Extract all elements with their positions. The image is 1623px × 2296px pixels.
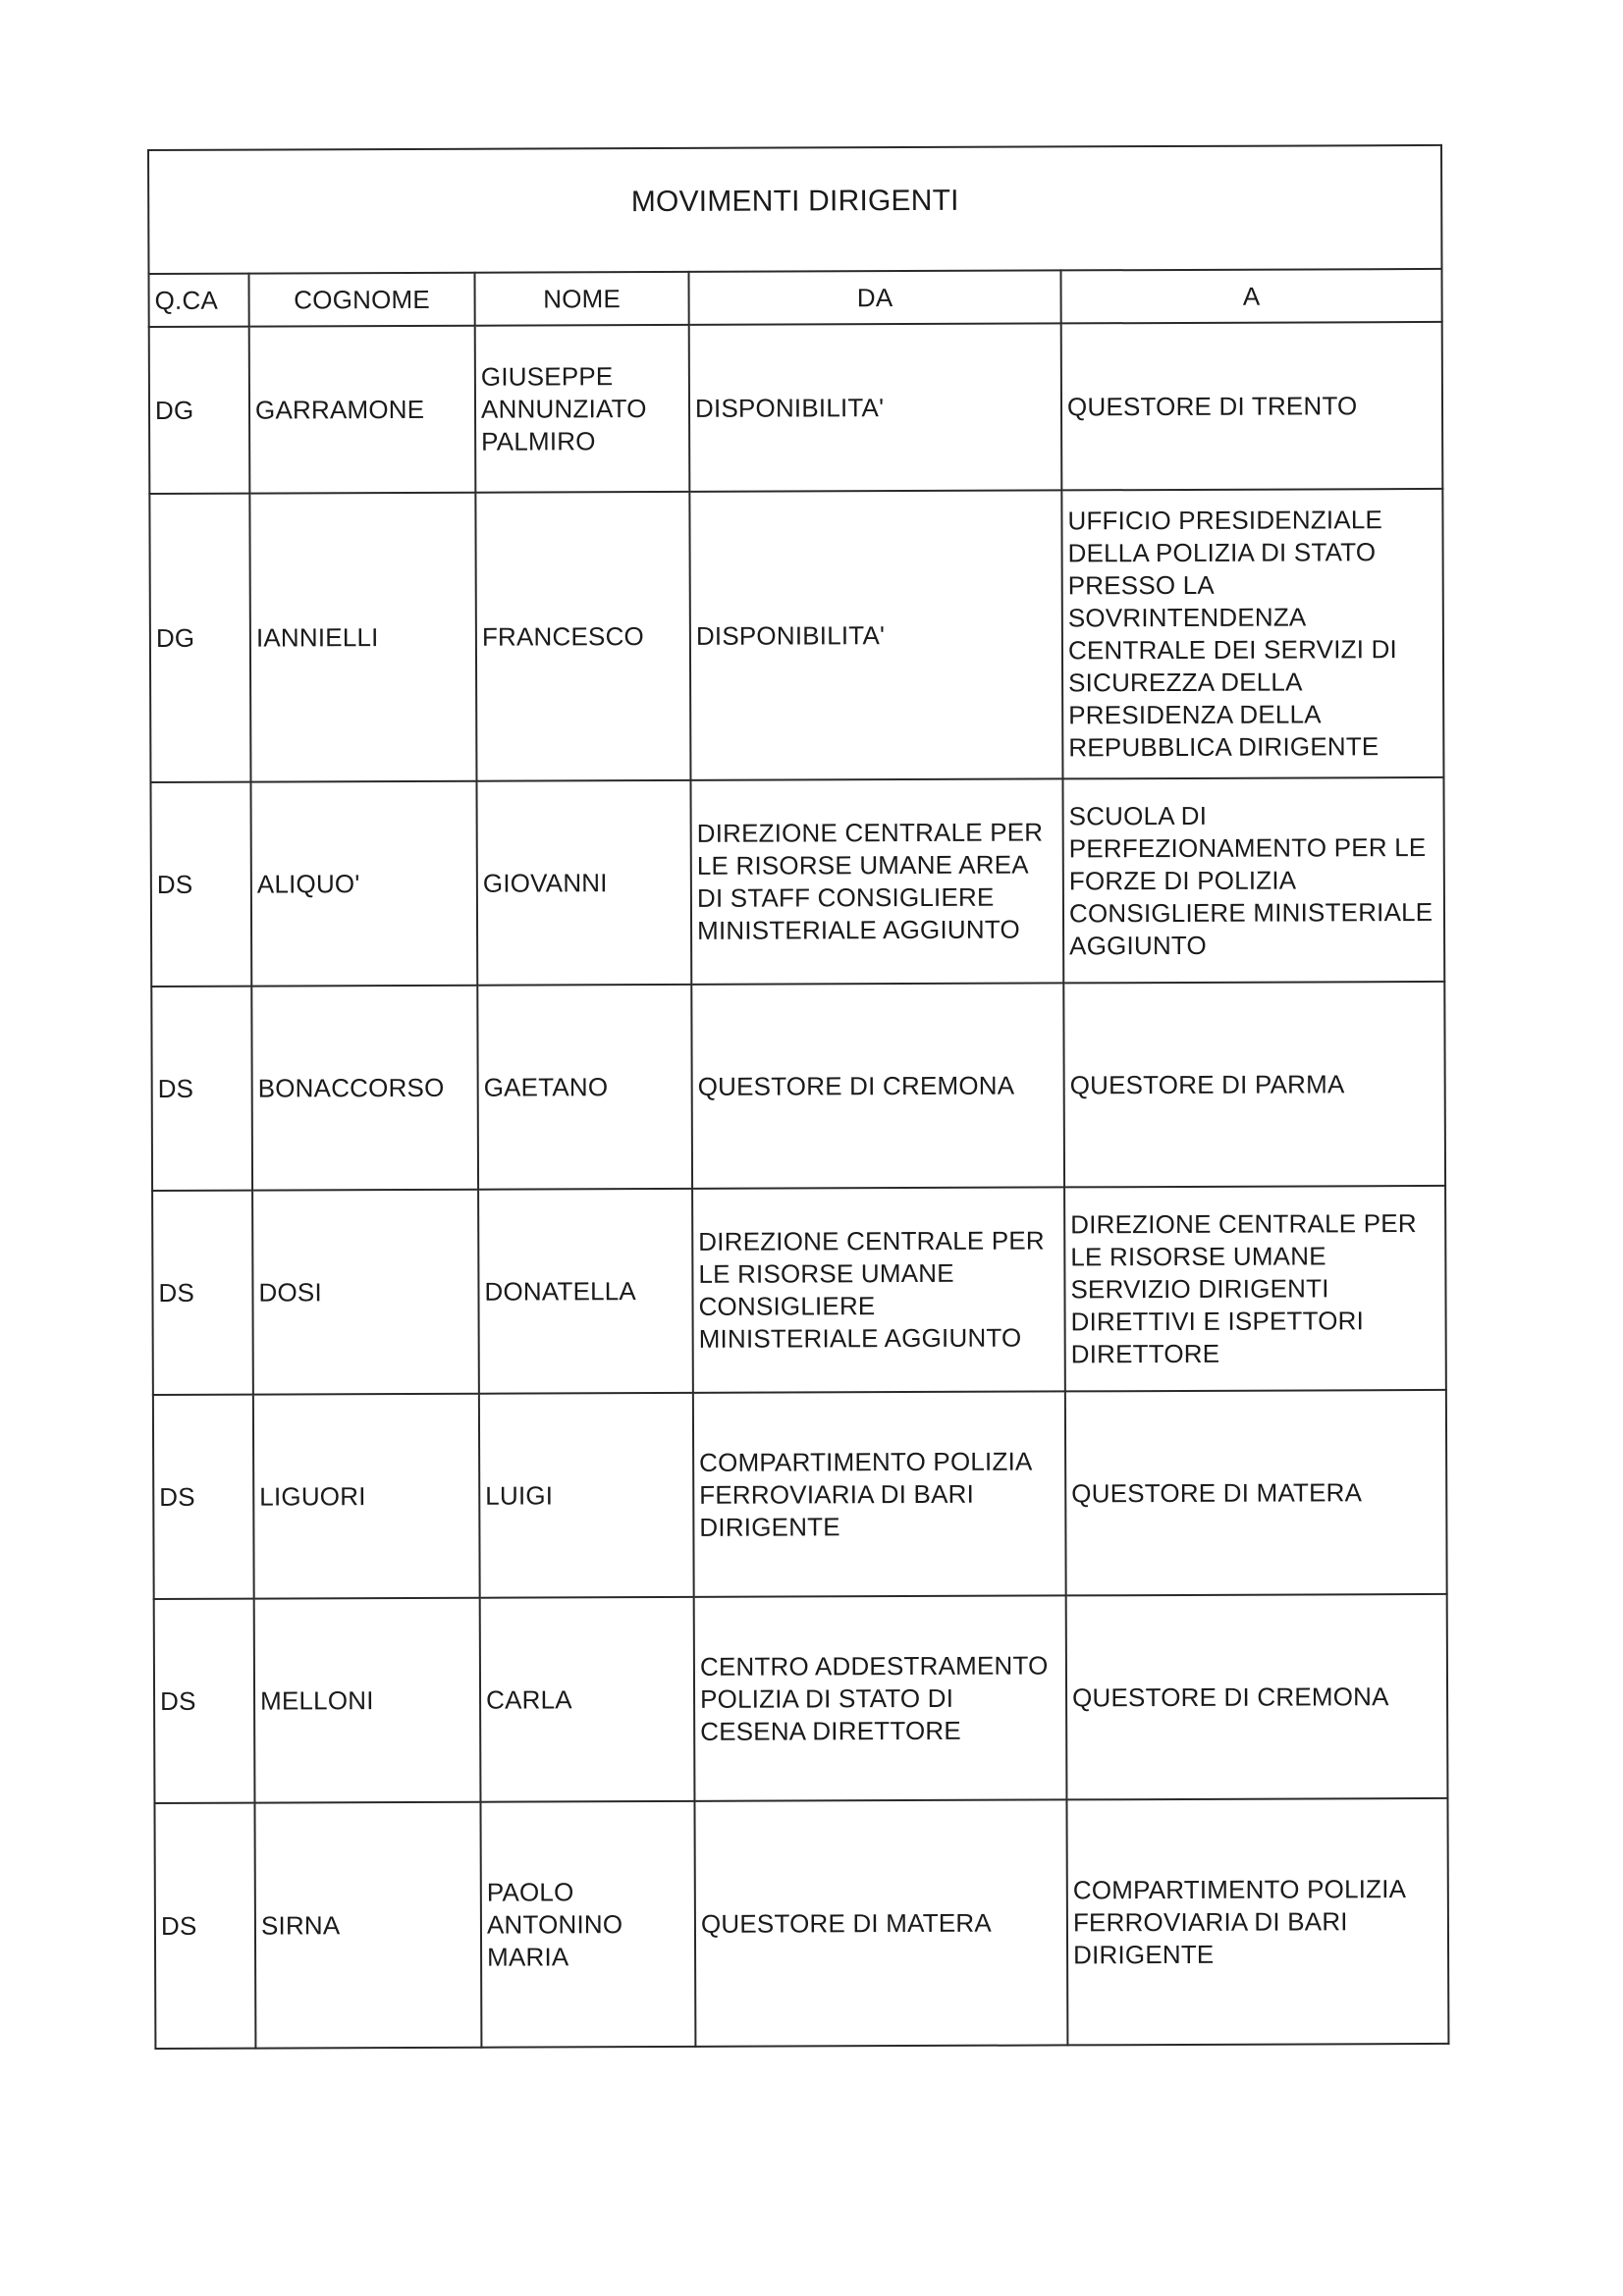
table-row <box>154 1594 1448 1803</box>
cell-cognome: LIGUORI <box>253 1394 480 1599</box>
header-qca: Q.CA <box>148 274 248 327</box>
title-row <box>148 145 1442 274</box>
cell-cognome: BONACCORSO <box>251 986 478 1191</box>
table-row <box>153 1390 1447 1599</box>
cell-nome: CARLA <box>480 1597 695 1802</box>
cell-nome: FRANCESCO <box>475 492 690 781</box>
cell-nome: LUIGI <box>479 1393 694 1598</box>
cell-cognome: IANNIELLI <box>249 493 476 782</box>
cell-da: DISPONIBILITA' <box>689 490 1062 779</box>
cell-qca: DS <box>151 987 252 1191</box>
cell-a: QUESTORE DI MATERA <box>1065 1390 1447 1595</box>
cell-a: QUESTORE DI CREMONA <box>1066 1594 1448 1799</box>
cell-da: QUESTORE DI MATERA <box>694 1799 1067 2046</box>
cell-a: QUESTORE DI PARMA <box>1063 982 1445 1187</box>
header-nome: NOME <box>474 272 688 326</box>
cell-cognome: MELLONI <box>254 1598 481 1803</box>
table-row <box>152 1186 1446 1395</box>
cell-nome: DONATELLA <box>478 1189 693 1394</box>
cell-qca: DG <box>149 327 250 494</box>
table-row <box>154 1798 1448 2049</box>
cell-da: DIREZIONE CENTRALE PER LE RISORSE UMANE AREA DI STAFF CONSIGLIERE MINISTERIALE AGGIUNTO <box>690 778 1063 984</box>
cell-a: DIREZIONE CENTRALE PER LE RISORSE UMANE SERVIZIO DIRIGENTI DIRETTIVI E ISPETTORI DIRETTORE <box>1064 1186 1446 1391</box>
cell-da: QUESTORE DI CREMONA <box>691 983 1064 1188</box>
cell-da: COMPARTIMENTO POLIZIA FERROVIARIA DI BARI DIRIGENTE <box>693 1391 1066 1596</box>
table-row <box>151 982 1445 1191</box>
header-a: A <box>1060 269 1441 323</box>
header-cognome: COGNOME <box>248 273 474 327</box>
cell-qca: DS <box>150 782 251 987</box>
table-row <box>150 777 1444 987</box>
cell-nome: PAOLO ANTONINO MARIA <box>480 1801 695 2048</box>
cell-nome: GAETANO <box>477 985 692 1190</box>
cell-cognome: SIRNA <box>254 1802 481 2049</box>
cell-qca: DS <box>154 1803 255 2049</box>
table-row <box>149 322 1443 494</box>
cell-a: UFFICIO PRESIDENZIALE DELLA POLIZIA DI STATO PRESSO LA SOVRINTENDENZA CENTRALE DEI SERVIZI DI SICUREZZA DELLA PRESIDENZA DELLA REPUBBLICA DIRIGENTE <box>1061 489 1443 778</box>
movimenti-dirigenti-table <box>147 144 1449 2050</box>
cell-qca: DS <box>154 1599 255 1803</box>
cell-nome: GIOVANNI <box>476 780 691 986</box>
cell-a: QUESTORE DI TRENTO <box>1061 322 1443 490</box>
header-da: DA <box>688 270 1060 324</box>
cell-da: CENTRO ADDESTRAMENTO POLIZIA DI STATO DI CESENA DIRETTORE <box>694 1595 1067 1800</box>
cell-nome: GIUSEPPE ANNUNZIATO PALMIRO <box>475 325 690 493</box>
cell-qca: DS <box>152 1191 253 1395</box>
cell-a: SCUOLA DI PERFEZIONAMENTO PER LE FORZE DI POLIZIA CONSIGLIERE MINISTERIALE AGGIUNTO <box>1062 777 1444 983</box>
cell-a: COMPARTIMENTO POLIZIA FERROVIARIA DI BARI DIRIGENTE <box>1066 1798 1448 2045</box>
header-row <box>148 269 1441 327</box>
cell-qca: DS <box>153 1395 254 1599</box>
cell-da: DIREZIONE CENTRALE PER LE RISORSE UMANE CONSIGLIERE MINISTERIALE AGGIUNTO <box>692 1187 1065 1392</box>
cell-cognome: GARRAMONE <box>249 326 476 494</box>
table-title: MOVIMENTI DIRIGENTI <box>148 145 1442 274</box>
cell-da: DISPONIBILITA' <box>689 323 1062 491</box>
cell-cognome: DOSI <box>252 1190 479 1395</box>
cell-qca: DG <box>149 494 250 782</box>
cell-cognome: ALIQUO' <box>250 781 477 987</box>
table-row <box>149 489 1443 782</box>
